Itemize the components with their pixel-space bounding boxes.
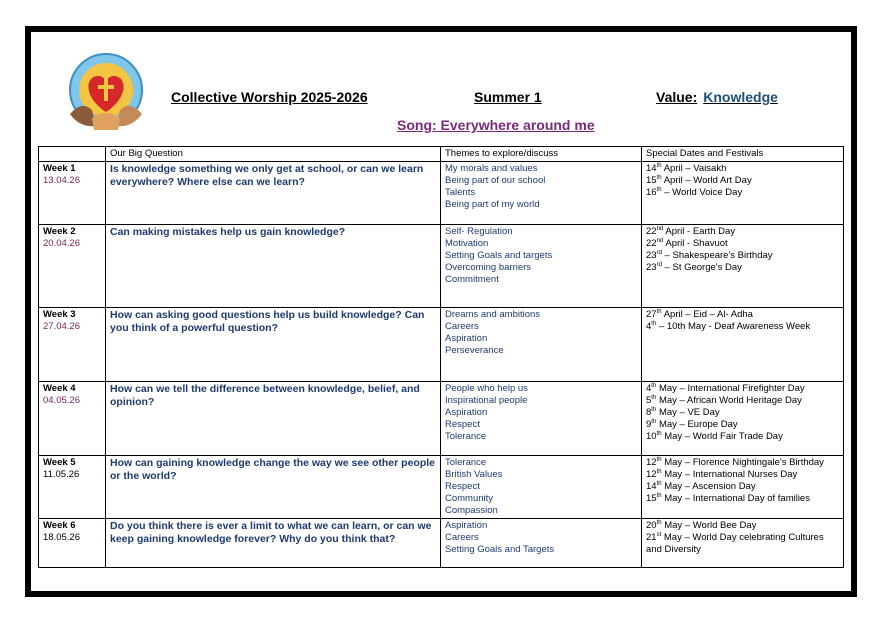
week-date: 18.05.26 (43, 532, 80, 543)
special-dates-cell (642, 162, 844, 225)
special-date-ordinal: th (656, 519, 662, 526)
special-date-day: 4 (646, 321, 652, 332)
theme-item: Aspiration (445, 407, 488, 418)
week-label: Week 4 (43, 383, 76, 394)
special-date-text: – 10th May - Deaf Awareness Week (656, 321, 811, 332)
special-date-day: 8 (646, 407, 652, 418)
week-date: 27.04.26 (43, 321, 80, 332)
week-label: Week 2 (43, 226, 76, 237)
week-label: Week 3 (43, 309, 76, 320)
value-label: Value: (656, 89, 698, 105)
special-date-text: April - Earth Day (663, 226, 736, 237)
big-question-cell (106, 225, 441, 308)
special-date-day: 10 (646, 431, 657, 442)
special-date-ordinal: th (656, 456, 662, 463)
big-question-cell (106, 456, 441, 519)
special-date-text: May – International Day of families (661, 493, 810, 504)
week-label: Week 6 (43, 520, 76, 531)
special-date-day: 21 (646, 532, 657, 543)
special-date-ordinal: nd (656, 225, 664, 232)
themes-cell (441, 308, 642, 382)
special-date-item (646, 395, 839, 407)
week-date: 13.04.26 (43, 175, 80, 186)
themes-cell (441, 456, 642, 519)
big-question-cell (106, 519, 441, 568)
special-date-day: 4 (646, 383, 652, 394)
table-row (39, 225, 844, 308)
special-dates-cell (642, 519, 844, 568)
table-body (39, 162, 844, 568)
theme-item: Being part of my world (445, 199, 540, 210)
table-row (39, 456, 844, 519)
theme-item: Respect (445, 481, 480, 492)
special-date-ordinal: th (656, 492, 662, 499)
themes-list (445, 457, 637, 517)
week-date: 04.05.26 (43, 395, 80, 406)
special-date-item (646, 431, 839, 443)
week-cell (39, 382, 106, 456)
week-date: 20.04.26 (43, 238, 80, 249)
special-date-ordinal: th (656, 308, 662, 315)
week-label: Week 5 (43, 457, 76, 468)
special-date-ordinal: th (651, 382, 657, 389)
week-cell (39, 456, 106, 519)
special-date-day: 16 (646, 187, 657, 198)
theme-item: Community (445, 493, 494, 504)
special-date-text: April - Shavuot (663, 238, 728, 249)
special-date-text: May – World Fair Trade Day (661, 431, 783, 442)
column-header-special-dates: Special Dates and Festivals (642, 147, 844, 162)
theme-item: Perseverance (445, 345, 504, 356)
special-date-text: May – VE Day (656, 407, 720, 418)
special-date-item (646, 457, 839, 469)
theme-item: Careers (445, 532, 479, 543)
theme-item: British Values (445, 469, 503, 480)
special-date-item (646, 419, 839, 431)
value-heading (656, 89, 778, 105)
themes-list (445, 383, 637, 443)
special-date-day: 23 (646, 262, 657, 273)
big-question: Do you think there is ever a limit to what we can learn, or can we keep gaining knowledge forever? Why do you think that? (110, 520, 432, 545)
theme-item: Self- Regulation (445, 226, 513, 237)
theme-item: Being part of our school (445, 175, 546, 186)
special-date-text: May – Florence Nightingale's Birthday (661, 457, 824, 468)
themes-cell (441, 225, 642, 308)
week-cell (39, 162, 106, 225)
big-question: How can gaining knowledge change the way we see other people or the world? (110, 457, 435, 482)
special-date-day: 5 (646, 395, 652, 406)
theme-item: People who help us (445, 383, 528, 394)
special-date-day: 14 (646, 163, 657, 174)
special-date-ordinal: th (656, 430, 662, 437)
special-date-ordinal: th (656, 174, 662, 181)
special-date-item (646, 250, 839, 262)
special-date-item (646, 226, 839, 238)
themes-list (445, 309, 637, 357)
special-date-item (646, 469, 839, 481)
special-date-text: May – International Nurses Day (661, 469, 798, 480)
theme-item: Tolerance (445, 431, 487, 442)
big-question-cell (106, 382, 441, 456)
week-cell (39, 519, 106, 568)
special-date-item (646, 309, 839, 321)
theme-item: Dreams and ambitions (445, 309, 541, 320)
themes-list (445, 163, 637, 211)
themes-list (445, 520, 637, 556)
special-date-text: April – Vaisakh (661, 163, 727, 174)
special-date-ordinal: nd (656, 237, 664, 244)
special-date-day: 14 (646, 481, 657, 492)
page-title: Collective Worship 2025-2026 (171, 89, 368, 105)
week-cell (39, 308, 106, 382)
table-row (39, 519, 844, 568)
special-date-day: 22 (646, 226, 657, 237)
big-question-cell (106, 308, 441, 382)
big-question: Is knowledge something we only get at school, or can we learn everywhere? Where else can we learn? (110, 163, 424, 188)
theme-item: Commitment (445, 274, 499, 285)
column-header-themes: Themes to explore/discuss (441, 147, 642, 162)
special-date-text: April – Eid – Al- Adha (661, 309, 753, 320)
special-date-day: 27 (646, 309, 657, 320)
special-date-text: April – World Art Day (661, 175, 752, 186)
term-label: Summer 1 (474, 89, 542, 105)
theme-item: Setting Goals and targets (445, 250, 553, 261)
special-date-item (646, 481, 839, 493)
special-date-ordinal: th (656, 186, 662, 193)
special-date-item (646, 520, 839, 532)
special-date-day: 20 (646, 520, 657, 531)
theme-item: Careers (445, 321, 479, 332)
themes-list (445, 226, 637, 286)
theme-item: Compassion (445, 505, 498, 516)
table-row (39, 382, 844, 456)
theme-item: Tolerance (445, 457, 487, 468)
table-header-row (39, 147, 844, 162)
special-date-item (646, 238, 839, 250)
week-cell (39, 225, 106, 308)
special-date-item (646, 262, 839, 274)
column-header-week (39, 147, 106, 162)
special-date-text: May – World Day celebrating Cultures and Diversity (646, 532, 824, 555)
theme-item: Aspiration (445, 333, 488, 344)
theme-item: Setting Goals and Targets (445, 544, 555, 555)
special-date-item (646, 383, 839, 395)
special-date-ordinal: st (656, 531, 662, 538)
theme-item: Overcoming barriers (445, 262, 532, 273)
special-date-text: May – African World Heritage Day (656, 395, 802, 406)
special-date-text: May – Europe Day (656, 419, 738, 430)
themes-cell (441, 162, 642, 225)
table-row (39, 308, 844, 382)
special-date-day: 23 (646, 250, 657, 261)
special-date-ordinal: th (651, 320, 657, 327)
special-date-item (646, 407, 839, 419)
value-text: Knowledge (703, 89, 778, 105)
week-date: 11.05.26 (43, 469, 80, 480)
big-question: Can making mistakes help us gain knowledge? (110, 226, 346, 238)
special-dates-cell (642, 382, 844, 456)
theme-item: Aspiration (445, 520, 488, 531)
special-date-text: May – International Firefighter Day (656, 383, 805, 394)
special-date-text: – St George's Day (661, 262, 742, 273)
special-date-day: 22 (646, 238, 657, 249)
special-date-text: May – Ascension Day (661, 481, 756, 492)
theme-item: My morals and values (445, 163, 538, 174)
week-label: Week 1 (43, 163, 76, 174)
special-date-item (646, 187, 839, 199)
special-date-item (646, 532, 839, 556)
themes-cell (441, 382, 642, 456)
special-date-day: 9 (646, 419, 652, 430)
school-logo (62, 52, 150, 132)
theme-item: Motivation (445, 238, 489, 249)
special-dates-cell (642, 308, 844, 382)
special-date-ordinal: th (656, 480, 662, 487)
special-date-ordinal: rd (656, 261, 662, 268)
special-date-day: 12 (646, 457, 657, 468)
special-dates-cell (642, 225, 844, 308)
column-header-question: Our Big Question (106, 147, 441, 162)
special-date-ordinal: th (656, 468, 662, 475)
theme-item: Inspirational people (445, 395, 528, 406)
special-date-ordinal: th (656, 162, 662, 169)
special-date-ordinal: rd (656, 249, 662, 256)
special-date-ordinal: th (651, 406, 657, 413)
special-date-item (646, 175, 839, 187)
table-row (39, 162, 844, 225)
special-date-ordinal: th (651, 394, 657, 401)
themes-cell (441, 519, 642, 568)
special-date-day: 12 (646, 469, 657, 480)
special-date-item (646, 163, 839, 175)
theme-item: Talents (445, 187, 476, 198)
special-dates-cell (642, 456, 844, 519)
song-title: Song: Everywhere around me (397, 117, 595, 133)
special-date-text: – World Voice Day (661, 187, 743, 198)
special-date-item (646, 493, 839, 505)
special-date-text: May – World Bee Day (661, 520, 757, 531)
special-date-text: – Shakespeare's Birthday (661, 250, 773, 261)
big-question: How can we tell the difference between knowledge, belief, and opinion? (110, 383, 420, 408)
big-question-cell (106, 162, 441, 225)
special-date-ordinal: th (651, 418, 657, 425)
worship-schedule-table (38, 146, 844, 568)
big-question: How can asking good questions help us build knowledge? Can you think of a powerful question? (110, 309, 425, 334)
special-date-day: 15 (646, 493, 657, 504)
theme-item: Respect (445, 419, 480, 430)
special-date-day: 15 (646, 175, 657, 186)
special-date-item (646, 321, 839, 333)
